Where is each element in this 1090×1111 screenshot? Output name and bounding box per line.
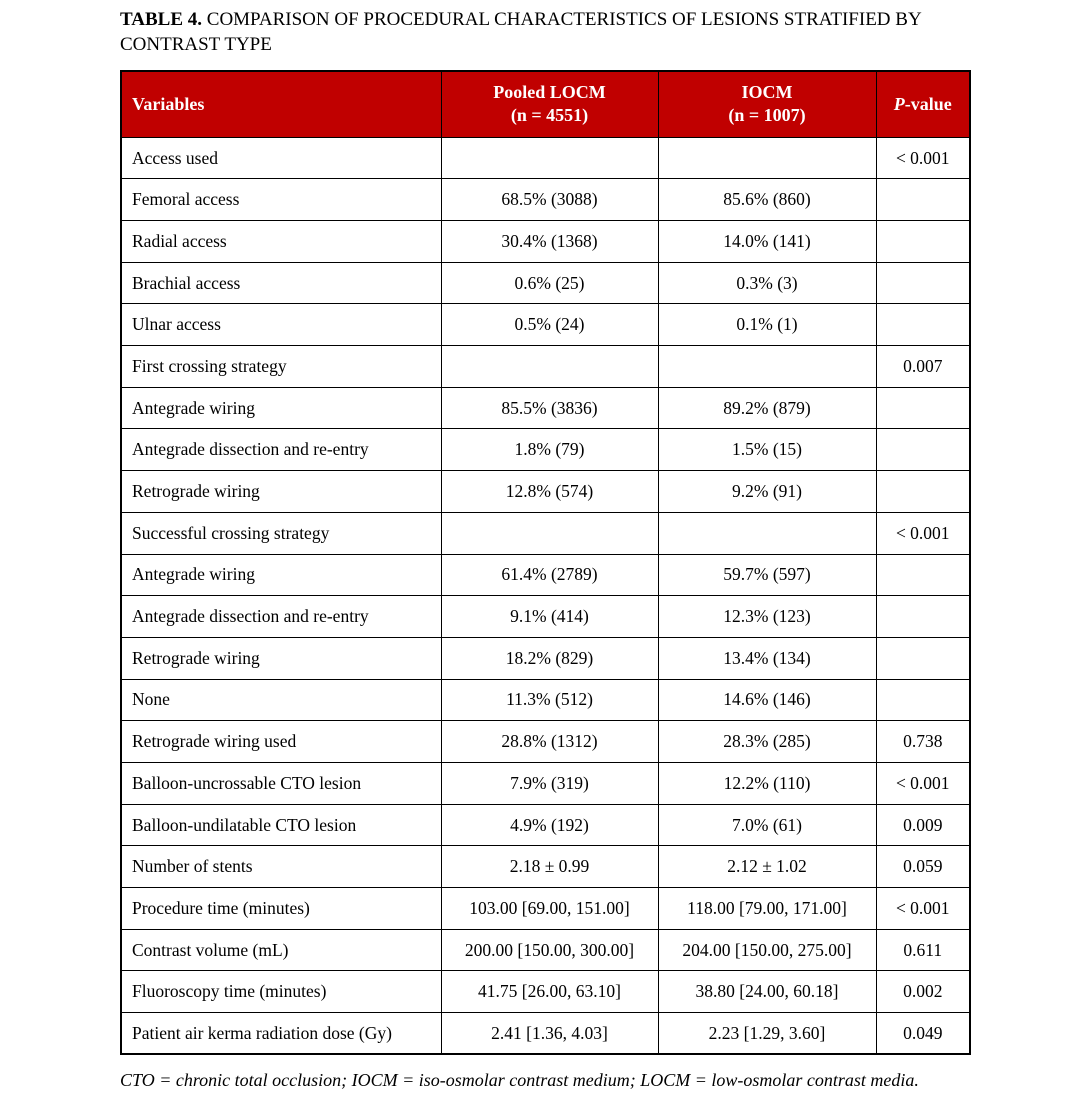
variable-cell: Ulnar access: [121, 304, 441, 346]
variable-cell: Contrast volume (mL): [121, 929, 441, 971]
locm-cell: 0.6% (25): [441, 262, 658, 304]
locm-cell: 61.4% (2789): [441, 554, 658, 596]
table-row: [121, 679, 970, 721]
locm-cell: 85.5% (3836): [441, 387, 658, 429]
iocm-line2: (n = 1007): [728, 105, 806, 126]
table-row: [121, 762, 970, 804]
table-row: [121, 429, 970, 471]
iocm-cell: 59.7% (597): [658, 554, 876, 596]
iocm-cell: 12.2% (110): [658, 762, 876, 804]
variable-cell: Number of stents: [121, 846, 441, 888]
locm-cell: 12.8% (574): [441, 471, 658, 513]
iocm-cell: 204.00 [150.00, 275.00]: [658, 929, 876, 971]
table-row: [121, 471, 970, 513]
procedural-characteristics-table: [120, 70, 971, 1055]
variable-cell: Brachial access: [121, 262, 441, 304]
table-row: [121, 1013, 970, 1055]
pvalue-cell: [876, 637, 970, 679]
table-row: [121, 304, 970, 346]
iocm-cell: 14.0% (141): [658, 221, 876, 263]
table-title-text: COMPARISON OF PROCEDURAL CHARACTERISTICS OF LESIONS STRATIFIED BY CONTRAST TYPE: [120, 9, 921, 56]
variable-cell: Balloon-uncrossable CTO lesion: [121, 762, 441, 804]
iocm-cell: [658, 512, 876, 554]
variable-cell: Successful crossing strategy: [121, 512, 441, 554]
variable-cell: Femoral access: [121, 179, 441, 221]
table-body: [121, 137, 970, 1054]
iocm-cell: 89.2% (879): [658, 387, 876, 429]
iocm-cell: 14.6% (146): [658, 679, 876, 721]
locm-cell: 1.8% (79): [441, 429, 658, 471]
locm-cell: 28.8% (1312): [441, 721, 658, 763]
iocm-cell: [658, 137, 876, 179]
table-row: [121, 262, 970, 304]
locm-cell: [441, 346, 658, 388]
variable-cell: Antegrade dissection and re-entry: [121, 429, 441, 471]
iocm-cell: 12.3% (123): [658, 596, 876, 638]
locm-cell: [441, 137, 658, 179]
iocm-cell: 85.6% (860): [658, 179, 876, 221]
variable-cell: Balloon-undilatable CTO lesion: [121, 804, 441, 846]
locm-cell: 11.3% (512): [441, 679, 658, 721]
locm-cell: 41.75 [26.00, 63.10]: [441, 971, 658, 1013]
pvalue-cell: 0.049: [876, 1013, 970, 1055]
locm-cell: 7.9% (319): [441, 762, 658, 804]
pvalue-cell: [876, 221, 970, 263]
iocm-cell: 0.3% (3): [658, 262, 876, 304]
pvalue-cell: [876, 596, 970, 638]
pvalue-cell: [876, 179, 970, 221]
variable-cell: Retrograde wiring used: [121, 721, 441, 763]
iocm-cell: 7.0% (61): [658, 804, 876, 846]
pvalue-cell: 0.009: [876, 804, 970, 846]
variable-cell: Antegrade wiring: [121, 387, 441, 429]
table-title-label: TABLE 4.: [120, 9, 203, 30]
pvalue-cell: [876, 471, 970, 513]
table-row: [121, 179, 970, 221]
pvalue-cell: [876, 679, 970, 721]
pvalue-cell: < 0.001: [876, 512, 970, 554]
pvalue-cell: 0.611: [876, 929, 970, 971]
pvalue-cell: [876, 429, 970, 471]
variable-cell: Antegrade wiring: [121, 554, 441, 596]
iocm-cell: 0.1% (1): [658, 304, 876, 346]
table-row: [121, 971, 970, 1013]
locm-cell: 18.2% (829): [441, 637, 658, 679]
variable-cell: Procedure time (minutes): [121, 888, 441, 930]
column-header-pvalue: P-value: [876, 71, 970, 137]
iocm-cell: 9.2% (91): [658, 471, 876, 513]
variable-cell: Antegrade dissection and re-entry: [121, 596, 441, 638]
iocm-cell: 28.3% (285): [658, 721, 876, 763]
pvalue-cell: [876, 387, 970, 429]
pvalue-cell: 0.002: [876, 971, 970, 1013]
iocm-cell: [658, 346, 876, 388]
iocm-cell: 1.5% (15): [658, 429, 876, 471]
table-row: [121, 804, 970, 846]
locm-cell: 68.5% (3088): [441, 179, 658, 221]
table-row: [121, 888, 970, 930]
table-row: [121, 346, 970, 388]
pvalue-cell: < 0.001: [876, 888, 970, 930]
iocm-cell: 13.4% (134): [658, 637, 876, 679]
variable-cell: First crossing strategy: [121, 346, 441, 388]
locm-cell: [441, 512, 658, 554]
table-row: [121, 554, 970, 596]
iocm-cell: 118.00 [79.00, 171.00]: [658, 888, 876, 930]
pvalue-cell: 0.059: [876, 846, 970, 888]
column-header-variables: Variables: [121, 71, 441, 137]
pvalue-cell: 0.738: [876, 721, 970, 763]
pooled-locm-line1: Pooled LOCM: [493, 82, 606, 103]
locm-cell: 9.1% (414): [441, 596, 658, 638]
variable-cell: Fluoroscopy time (minutes): [121, 971, 441, 1013]
header-row: [121, 71, 970, 137]
table-row: [121, 221, 970, 263]
table-footnote: CTO = chronic total occlusion; IOCM = iso-osmolar contrast medium; LOCM = low-osmolar contrast media.: [120, 1070, 919, 1091]
variable-cell: Patient air kerma radiation dose (Gy): [121, 1013, 441, 1055]
variable-cell: None: [121, 679, 441, 721]
locm-cell: 30.4% (1368): [441, 221, 658, 263]
pvalue-cell: 0.007: [876, 346, 970, 388]
variable-cell: Retrograde wiring: [121, 471, 441, 513]
pvalue-cell: < 0.001: [876, 762, 970, 804]
variable-cell: Access used: [121, 137, 441, 179]
table-row: [121, 846, 970, 888]
iocm-cell: 2.23 [1.29, 3.60]: [658, 1013, 876, 1055]
variable-cell: Radial access: [121, 221, 441, 263]
locm-cell: 2.18 ± 0.99: [441, 846, 658, 888]
locm-cell: 2.41 [1.36, 4.03]: [441, 1013, 658, 1055]
variable-cell: Retrograde wiring: [121, 637, 441, 679]
pvalue-cell: < 0.001: [876, 137, 970, 179]
pvalue-cell: [876, 554, 970, 596]
locm-cell: 200.00 [150.00, 300.00]: [441, 929, 658, 971]
column-header-iocm: [658, 71, 876, 137]
table-row: [121, 596, 970, 638]
iocm-cell: 2.12 ± 1.02: [658, 846, 876, 888]
pooled-locm-line2: (n = 4551): [510, 105, 589, 126]
table-row: [121, 637, 970, 679]
locm-cell: 103.00 [69.00, 151.00]: [441, 888, 658, 930]
table-row: [121, 387, 970, 429]
locm-cell: 4.9% (192): [441, 804, 658, 846]
table-row: [121, 137, 970, 179]
table-row: [121, 721, 970, 763]
pvalue-cell: [876, 262, 970, 304]
pvalue-cell: [876, 304, 970, 346]
table-title: [120, 7, 972, 57]
table-row: [121, 929, 970, 971]
table-row: [121, 512, 970, 554]
table-header: [121, 71, 970, 137]
column-header-pooled-locm: [441, 71, 658, 137]
iocm-cell: 38.80 [24.00, 60.18]: [658, 971, 876, 1013]
locm-cell: 0.5% (24): [441, 304, 658, 346]
iocm-line1: IOCM: [741, 82, 793, 103]
